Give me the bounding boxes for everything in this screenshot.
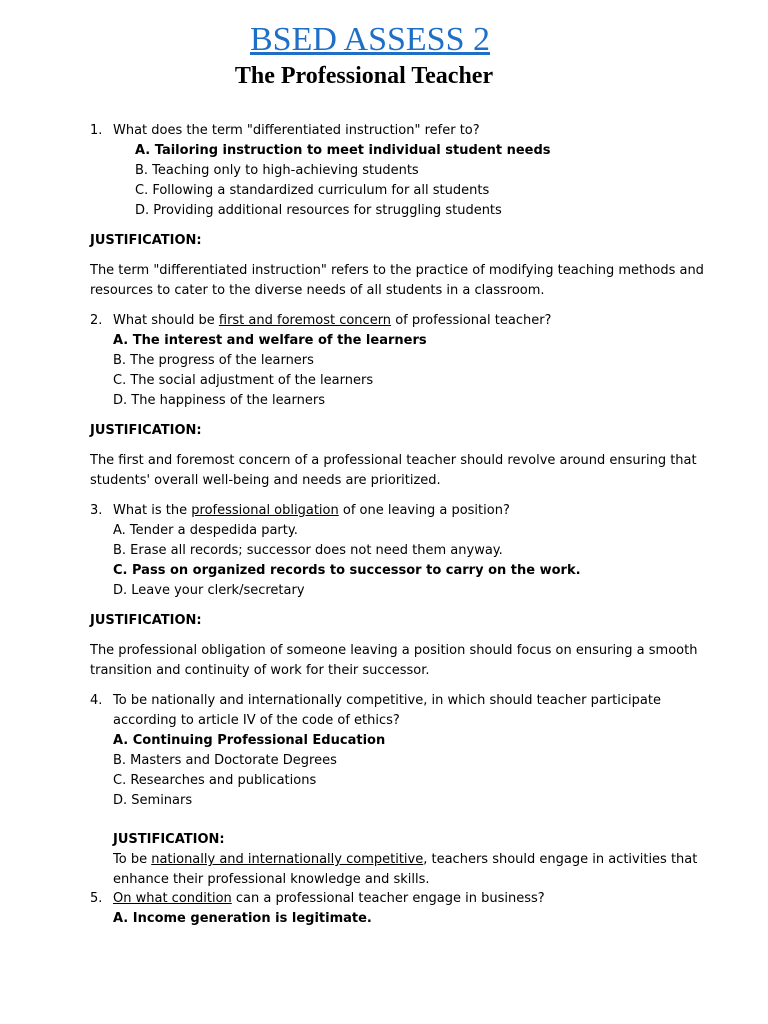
question-1-option-c: C. Following a standardized curriculum for all students <box>135 183 490 198</box>
page-title[interactable]: BSED ASSESS 2 <box>250 21 490 58</box>
question-3-justification-line-2: transition and continuity of work for their successor. <box>90 663 430 678</box>
question-3-text <box>113 501 510 521</box>
question-2-justification-line-2: students' overall well-being and needs are prioritized. <box>90 473 441 488</box>
question-4-option-c: C. Researches and publications <box>113 773 317 788</box>
question-2-option-b: B. The progress of the learners <box>113 353 314 368</box>
question-4-option-a: A. Continuing Professional Education <box>113 733 386 748</box>
question-1-option-d: D. Providing additional resources for struggling students <box>135 203 502 218</box>
question-2-text-start: What should be <box>113 313 219 328</box>
page-subtitle: The Professional Teacher <box>234 63 494 89</box>
question-3-option-a: A. Tender a despedida party. <box>113 523 298 538</box>
question-4-option-b: B. Masters and Doctorate Degrees <box>113 753 337 768</box>
question-4-number: 4. <box>90 693 103 708</box>
question-5-text-end: can a professional teacher engage in business? <box>231 891 545 906</box>
question-1-justification-label: JUSTIFICATION: <box>90 233 202 248</box>
question-2-option-a: A. The interest and welfare of the learners <box>113 333 427 348</box>
question-2-text-end: of professional teacher? <box>391 313 552 328</box>
question-2-option-d: D. The happiness of the learners <box>113 393 325 408</box>
question-2-option-c: C. The social adjustment of the learners <box>113 373 374 388</box>
question-4-option-d: D. Seminars <box>113 793 193 808</box>
question-2-justification-line-1: The first and foremost concern of a professional teacher should revolve around ensuring that <box>90 453 697 468</box>
question-3-option-b: B. Erase all records; successor does not need them anyway. <box>113 543 503 558</box>
question-4-text-line-2: according to article IV of the code of ethics? <box>113 713 400 728</box>
question-1-option-b: B. Teaching only to high-achieving students <box>135 163 419 178</box>
question-4-justification-line-1 <box>113 850 697 870</box>
question-3-option-d: D. Leave your clerk/secretary <box>113 583 305 598</box>
question-1-option-a: A. Tailoring instruction to meet individual student needs <box>135 143 551 158</box>
question-1-number: 1. <box>90 123 103 138</box>
question-1-justification-line-2: resources to cater to the diverse needs of all students in a classroom. <box>90 283 545 298</box>
question-5-text <box>113 889 545 909</box>
question-1-text: What does the term "differentiated instruction" refer to? <box>113 123 480 138</box>
question-4-justification-start: To be <box>113 852 152 867</box>
question-3-text-end: of one leaving a position? <box>338 503 510 518</box>
question-5-number: 5. <box>90 891 103 906</box>
question-1-justification-line-1: The term "differentiated instruction" refers to the practice of modifying teaching methods and <box>90 263 704 278</box>
question-4-justification-underlined: nationally and internationally competitive <box>151 852 424 867</box>
question-4-justification-end: , teachers should engage in activities that <box>423 852 698 867</box>
question-4-justification-label: JUSTIFICATION: <box>113 832 225 847</box>
question-3-text-underlined: professional obligation <box>191 503 339 518</box>
question-3-justification-line-1: The professional obligation of someone leaving a position should focus on ensuring a smooth <box>90 643 698 658</box>
question-3-justification-label: JUSTIFICATION: <box>90 613 202 628</box>
question-4-justification-line-2: enhance their professional knowledge and skills. <box>113 872 430 887</box>
question-3-number: 3. <box>90 503 103 518</box>
question-3-option-c: C. Pass on organized records to successor to carry on the work. <box>113 563 581 578</box>
question-5-text-underlined: On what condition <box>113 891 232 906</box>
question-2-number: 2. <box>90 313 103 328</box>
question-4-text-line-1: To be nationally and internationally competitive, in which should teacher participate <box>113 693 661 708</box>
question-5-option-a: A. Income generation is legitimate. <box>113 911 372 926</box>
question-2-text <box>113 311 551 331</box>
question-2-justification-label: JUSTIFICATION: <box>90 423 202 438</box>
question-2-text-underlined: first and foremost concern <box>218 313 392 328</box>
question-3-text-start: What is the <box>113 503 192 518</box>
